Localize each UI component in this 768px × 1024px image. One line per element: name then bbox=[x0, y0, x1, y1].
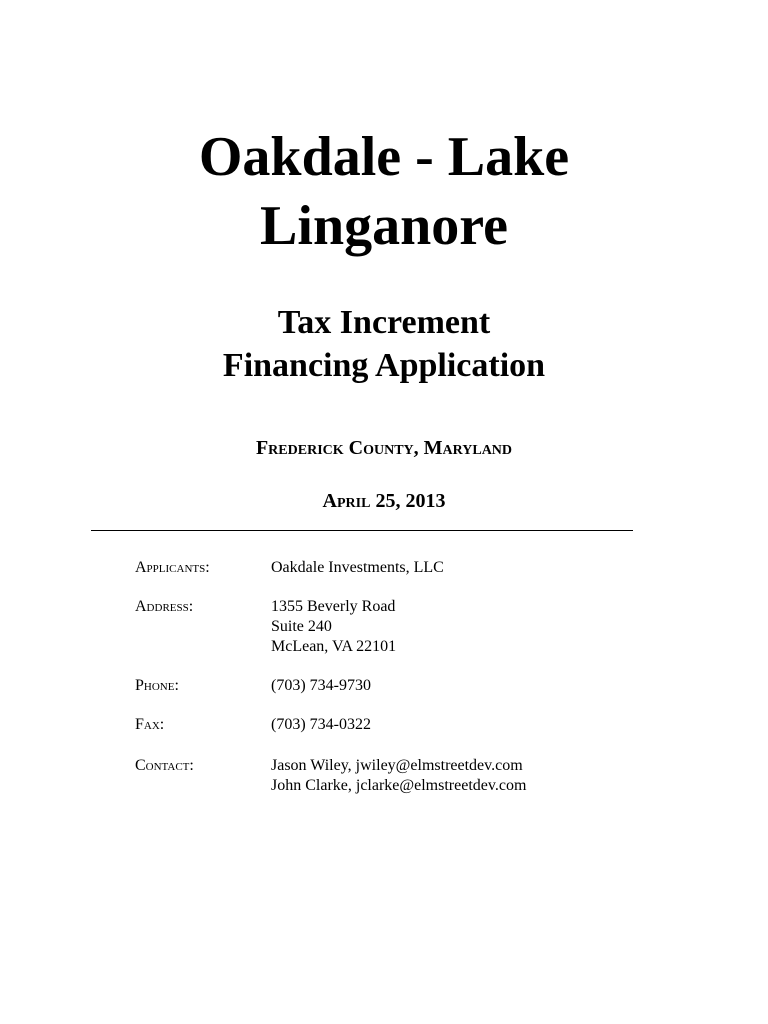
contact-value bbox=[271, 756, 526, 796]
fax-value: (703) 734-0322 bbox=[271, 716, 371, 733]
applicants-label: Applicants: bbox=[135, 559, 210, 576]
applicants-value: Oakdale Investments, LLC bbox=[271, 559, 444, 576]
title-line-1: Oakdale - Lake bbox=[198, 126, 570, 188]
address-label: Address: bbox=[135, 598, 194, 615]
document-date: April 25, 2013 bbox=[322, 490, 446, 512]
address-value bbox=[271, 597, 396, 657]
contact-line: John Clarke, jclarke@elmstreetdev.com bbox=[271, 777, 527, 794]
address-line: McLean, VA 22101 bbox=[271, 638, 397, 655]
subtitle-line-1: Tax Increment bbox=[277, 304, 491, 341]
fax-label: Fax: bbox=[135, 716, 165, 733]
address-line: Suite 240 bbox=[271, 618, 332, 635]
county-heading: Frederick County, Maryland bbox=[255, 437, 513, 459]
title-line-2: Linganore bbox=[260, 195, 508, 257]
subtitle-line-2: Financing Application bbox=[222, 347, 546, 384]
horizontal-divider bbox=[91, 530, 633, 531]
address-line: 1355 Beverly Road bbox=[271, 598, 396, 615]
contact-line: Jason Wiley, jwiley@elmstreetdev.com bbox=[271, 757, 523, 774]
contact-label: Contact: bbox=[135, 757, 194, 774]
phone-label: Phone: bbox=[135, 677, 179, 694]
phone-value: (703) 734-9730 bbox=[271, 677, 371, 694]
